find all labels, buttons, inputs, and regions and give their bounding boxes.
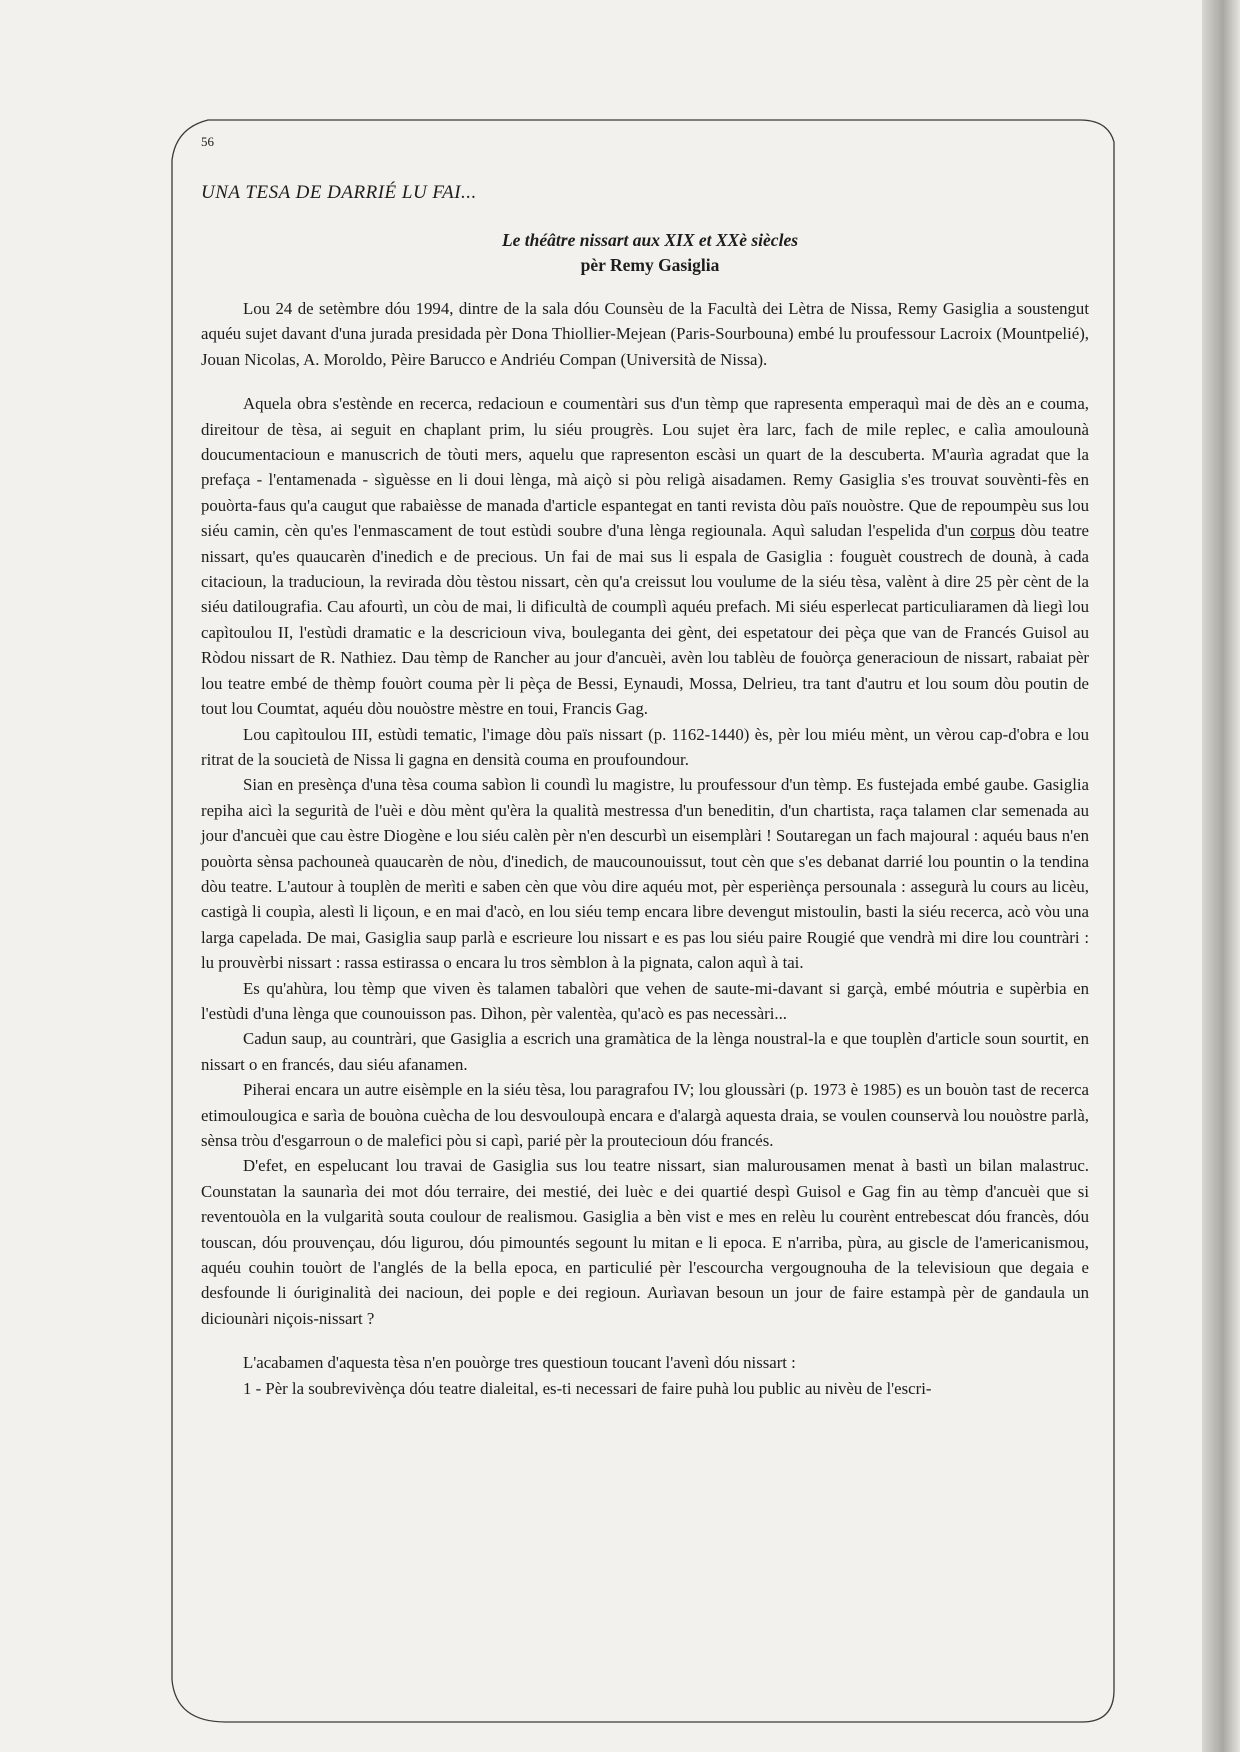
section-title: UNA TESA DE DARRIÉ LU FAI...: [201, 182, 477, 203]
paragraph-text: dòu teatre nissart, qu'es quaucarèn d'inedich e de precious. Un fai de mai sus li espala de Gasiglia : fouguèt coustrech de dounà, à cada citacioun, la traducioun, la revirada dòu tèstou nissart, cèn qu'a creissut lou voulume de la siéu tèsa, valènt à dire 25 pèr cènt de la siéu datilougrafia. Cau afourtì, un còu de mai, li dificultà de coumplì aquéu prefach. Mi siéu esperlecat particuliaramen dà liegì lou capìtoulou II, l'estùdi dramatic e la descricioun viva, bouleganta dei gènt, dei espetatour dei pèça que van de Francés Guisol au Ròdou nissart de R. Nathiez. Dau tèmp de Rancher au jour d'ancuèi, avèn lou tablèu de fouòrça generacioun de nissart, rabaiat pèr lou teatre embé de thèmp fouòrt couma pèr li pèça de Bessi, Eynaudi, Mossa, Delrieu, tra tant d'autru et lou soum dòu poutin de tout lou Coumtat, aquéu dòu nouòstre mèstre en toui, Francis Gag.: [201, 521, 1089, 719]
paragraph: Cadun saup, au countràri, que Gasiglia a escrich una gramàtica de la lènga noustral-la e que touplèn d'article soun sourtit, en nissart o en francés, dau siéu afanamen.: [201, 1029, 1089, 1074]
paragraph: D'efet, en espelucant lou travai de Gasiglia sus lou teatre nissart, sian malurousamen menat à bastì un bilan malastruc. Counstatan la saunarìa dei mot dóu terraire, dei mestié, dei luèc e dei quartié despì Guisol e Gag fin au tèmp d'ancuèi que si reventouòla en la vulgarità souta coulour de realismou. Gasiglia a bèn vist e mes en relèu lu courènt entrebescat dóu francès, dóu touscan, dóu prouvençau, dóu ligurou, dóu pimountés segount lu mitan e li epoca. E n'arriba, pùra, au giscle de l'americanismou, aquéu couhin touòrt de l'anglés de la bella epoca, en particulié pèr l'escourcha vergougnouha de la televisioun que degaia e desfounde li óuriginalità dei nacioun, dei pople e dei regioun. Aurìavan besoun un jour de faire estampà pèr de gandaula un diciounàri niçois-nissart ?: [201, 1156, 1089, 1328]
page-edge-shadow: [1202, 0, 1240, 1752]
paragraph-text: Aquela obra s'estènde en recerca, redacioun e coumentàri sus d'un tèmp que rapresenta emperaquì mai de dès an e couma, direitour de tèsa, ai seguit en chaplant prim, lu siéu prougrès. Lou sujet èra larc, fach de mile replec, e calìa amoulounà doucumentacioun e manuscrich de tòuti mers, aquelu que rapresenton escàsi un quart de la descuberta. M'aurìa agradat que la prefaça - l'entamenada - sìguèsse en li doui lènga, mà aiçò si pòu religà aisadamen. Remy Gasiglia s'es trouvat souvènti-fès en pouòrta-faus qu'a caugut que rabaièsse de manada d'article espantegat en tanti revista dòu païs nouòstre. Que de repoumpèu sus lou siéu camin, cèn qu'es l'enmascament de tout estùdi soubre d'una lènga regiounala. Aquì saludan l'espelida d'un: [201, 394, 1089, 541]
paragraph: Piherai encara un autre eisèmple en la siéu tèsa, lou paragrafou IV; lou gloussàri (p. 1973 è 1985) es un bouòn tast de recerca etimoulougica e sarìa de bouòna cuècha de lou desvouloupà encara e d'alargà aquesta draia, se voulen counservà lou nouòstre parlà, sènsa tròu d'esgarroun o de malefici pòu si capì, parié pèr la proutecioun dóu francés.: [201, 1080, 1089, 1150]
paragraph: 1 - Pèr la soubrevivènça dóu teatre dialeital, es-ti necessari de faire puhà lou public au nivèu de l'escri-: [243, 1378, 932, 1398]
article-title: Le théâtre nissart aux XIX et XXè siècles: [501, 230, 799, 250]
paragraph: [201, 391, 1089, 721]
underlined-word: corpus: [970, 521, 1015, 541]
page-number: 56: [201, 134, 214, 149]
paragraph: Lou 24 de setèmbre dóu 1994, dintre de la sala dóu Counsèu de la Facultà dei Lètra de Nissa, Remy Gasiglia a soustengut aquéu sujet davant d'una jurada presidada pèr Dona Thiollier-Mejean (Paris-Sourbouna) embé lu proufessour Lacroix (Mountpelié), Jouan Nicolas, A. Moroldo, Pèire Barucco e Andriéu Compan (Università de Nissa).: [201, 299, 1089, 369]
paragraph: L'acabamen d'aquesta tèsa n'en pouòrge tres questioun toucant l'avenì dóu nissart :: [243, 1353, 796, 1373]
paragraph: Es qu'ahùra, lou tèmp que viven ès talamen tabalòri que vehen de saute-mi-davant si garçà, embé móutria e supèrbia en l'estùdi d'una lènga que counouisson pas. Dìhon, pèr valentèa, qu'acò es pas necessàri...: [201, 978, 1089, 1023]
article-author: pèr Remy Gasiglia: [580, 255, 720, 275]
paragraph: Lou capìtoulou III, estùdi tematic, l'image dòu païs nissart (p. 1162-1440) ès, pèr lou miéu mènt, un vèrou cap-d'obra e lou ritrat de la soucietà de Nissa li gagna en densità couma en proufoundour.: [201, 724, 1089, 769]
paragraph: Sian en presènça d'una tèsa couma sabìon li coundì lu magistre, lu proufessour d'un tèmp. Es fustejada embé gaube. Gasiglia repiha aicì la segurità de l'uèi e dòu mènt qu'èra la qualità mestressa d'un beneditin, d'un chartista, raça talamen clar semenada au jour d'ancuèi que cau èstre Diogène e lou siéu calèn pèr n'en descurbì un eisemplàri ! Soutaregan un fach majoural : aquéu baus n'en pouòrta sènsa pachouneà quaucarèn de nòu, d'inedich, de maucounouissut, tout cèn que s'es debanat darrié lou pountin o la tendina dòu teatre. L'autour à touplèn de merìti e saben cèn que vòu dire aquéu mot, pèr esperiènça persounala : assegurà lu cours au licèu, castigà li coupìa, alestì li liçoun, e en mai d'acò, en lou siéu temp encara libre devengut mistoulin, basti la siéu recerca, acò vòu una larga capelada. De mai, Gasiglia saup parlà e escrieure lou nissart e es pas lou siéu paire Rougié que vendrà mi dire lou countràri : lu prouvèrbi nissart : rassa estirassa o encara lu tros sèmblon à la pignata, calon aquì à tai.: [201, 775, 1089, 973]
article-body: [201, 296, 1089, 1401]
article-heading: [350, 228, 950, 278]
